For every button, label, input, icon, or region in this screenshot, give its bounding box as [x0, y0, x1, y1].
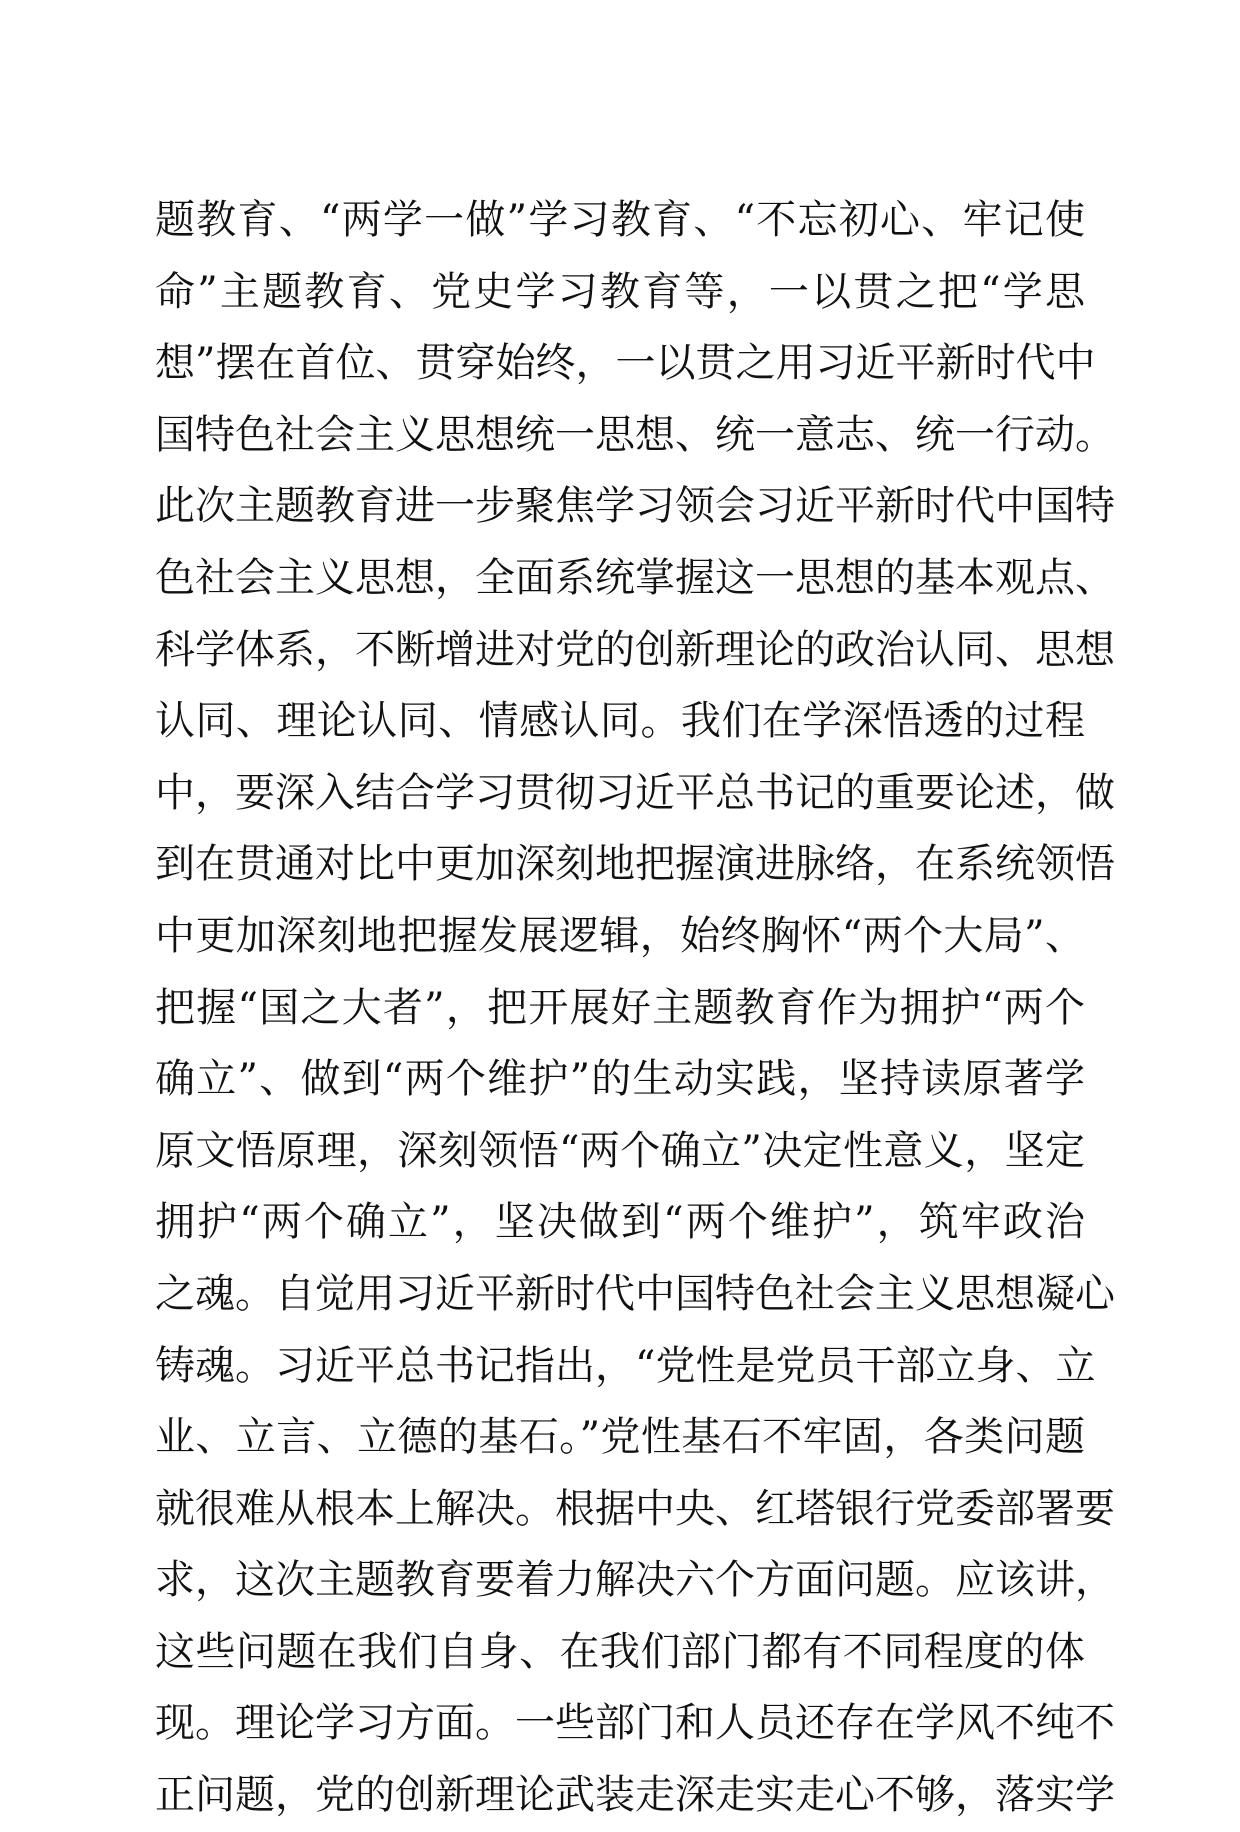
text-line: 拥护“两个确立”，坚决做到“两个维护”，筑牢政治 — [155, 1199, 1085, 1246]
text-line: 现。理论学习方面。一些部门和人员还存在学风不纯不 — [155, 1700, 1115, 1747]
text-line: 色社会主义思想，全面系统掌握这一思想的基本观点、 — [155, 554, 1115, 601]
text-line: 科学体系，不断增进对党的创新理论的政治认同、思想 — [155, 626, 1115, 673]
text-line: 中更加深刻地把握发展逻辑，始终胸怀“两个大局”、 — [155, 912, 1085, 959]
text-line: 原文悟原理，深刻领悟“两个确立”决定性意义，坚定 — [155, 1127, 1085, 1174]
text-line: 国特色社会主义思想统一思想、统一意志、统一行动。 — [155, 411, 1115, 458]
body-text — [155, 185, 1115, 1832]
text-line: 认同、理论认同、情感认同。我们在学深悟透的过程 — [155, 698, 1085, 745]
text-line: 之魂。自觉用习近平新时代中国特色社会主义思想凝心 — [155, 1270, 1115, 1317]
text-line: 中，要深入结合学习贯彻习近平总书记的重要论述，做 — [155, 769, 1115, 816]
text-line: 命”主题教育、党史学习教育等，一以贯之把“学思 — [155, 268, 1085, 315]
text-line: 求，这次主题教育要着力解决六个方面问题。应该讲， — [155, 1557, 1115, 1604]
text-line: 题教育、“两学一做”学习教育、“不忘初心、牢记使 — [155, 197, 1085, 243]
text-line: 想”摆在首位、贯穿始终，一以贯之用习近平新时代中 — [155, 340, 1096, 387]
text-line: 就很难从根本上解决。根据中央、红塔银行党委部署要 — [155, 1485, 1115, 1532]
text-line: 把握“国之大者”，把开展好主题教育作为拥护“两个 — [155, 984, 1085, 1031]
text-line: 铸魂。习近平总书记指出，“党性是党员干部立身、立 — [155, 1342, 1096, 1389]
text-line: 确立”、做到“两个维护”的生动实践，坚持读原著学 — [155, 1056, 1085, 1103]
text-line: 此次主题教育进一步聚焦学习领会习近平新时代中国特 — [155, 483, 1115, 530]
text-line: 这些问题在我们自身、在我们部门都有不同程度的体 — [155, 1628, 1085, 1675]
text-line: 正问题，党的创新理论武装走深走实走心不够，落实学 — [155, 1772, 1115, 1819]
text-line: 到在贯通对比中更加深刻地把握演进脉络，在系统领悟 — [155, 841, 1115, 888]
text-line: 业、立言、立德的基石。”党性基石不牢固，各类问题 — [155, 1414, 1085, 1461]
